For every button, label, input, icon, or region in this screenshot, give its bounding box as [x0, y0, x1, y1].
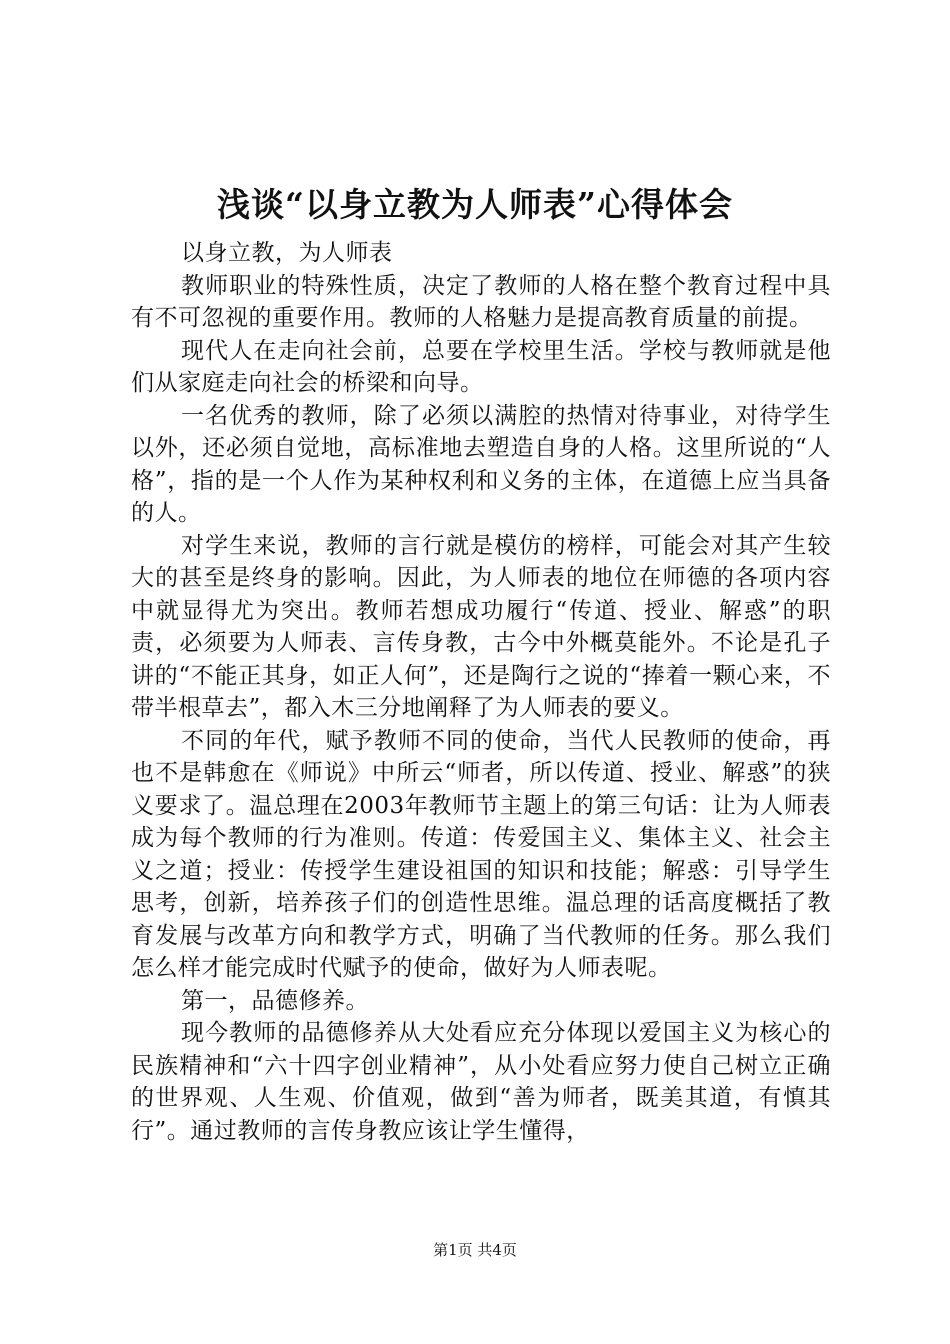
paragraph: 教师职业的特殊性质，决定了教师的人格在整个教育过程中具有不可忽视的重要作用。教师的人格魅力是提高教育质量的前提。 [131, 272, 831, 331]
paragraph: 一名优秀的教师，除了必须以满腔的热情对待事业，对待学生以外，还必须自觉地，高标准地去塑造自身的人格。这里所说的“人格”，指的是一个人作为某种权利和义务的主体，在道德上应当具备的人。 [131, 402, 831, 526]
paragraph: 现今教师的品德修养从大处看应充分体现以爱国主义为核心的民族精神和“六十四字创业精神”，从小处看应努力使自己树立正确的世界观、人生观、价值观，做到“善为师者，既美其道，有慎其行”。通过教师的言传身教应该让学生懂得， [131, 1020, 831, 1144]
document-body [131, 237, 831, 1147]
section-heading: 第一，品德修养。 [181, 987, 369, 1014]
document-title: 浅谈“以身立教为人师表”心得体会 [217, 185, 733, 224]
paragraph: 现代人在走向社会前，总要在学校里生活。学校与教师就是他们从家庭走向社会的桥梁和向导。 [131, 337, 831, 396]
paragraph-subtitle: 以身立教，为人师表 [181, 240, 393, 266]
paragraph: 不同的年代，赋予教师不同的使命，当代人民教师的使命，再也不是韩愈在《师说》中所云“师者，所以传道、授业、解惑”的狭义要求了。温总理在2003年教师节主题上的第三句话：让为人师表成为每个教师的行为准则。传道：传爱国主义、集体主义、社会主义之道；授业：传授学生建设祖国的知识和技能；解惑：引导学生思考，创新，培养孩子们的创造性思维。温总理的话高度概括了教育发展与改革方向和教学方式，明确了当代教师的任务。那么我们怎么样才能完成时代赋予的使命，做好为人师表呢。 [131, 727, 831, 981]
paragraph: 对学生来说，教师的言行就是模仿的榜样，可能会对其产生较大的甚至是终身的影响。因此，为人师表的地位在师德的各项内容中就显得尤为突出。教师若想成功履行“传道、授业、解惑”的职责，必须要为人师表、言传身教，古今中外概莫能外。不论是孔子讲的“不能正其身，如正人何”，还是陶行之说的“捧着一颗心来，不带半根草去”，都入木三分地阐释了为人师表的要义。 [131, 532, 831, 721]
page-footer: 第1页 共4页 [433, 1241, 517, 1259]
